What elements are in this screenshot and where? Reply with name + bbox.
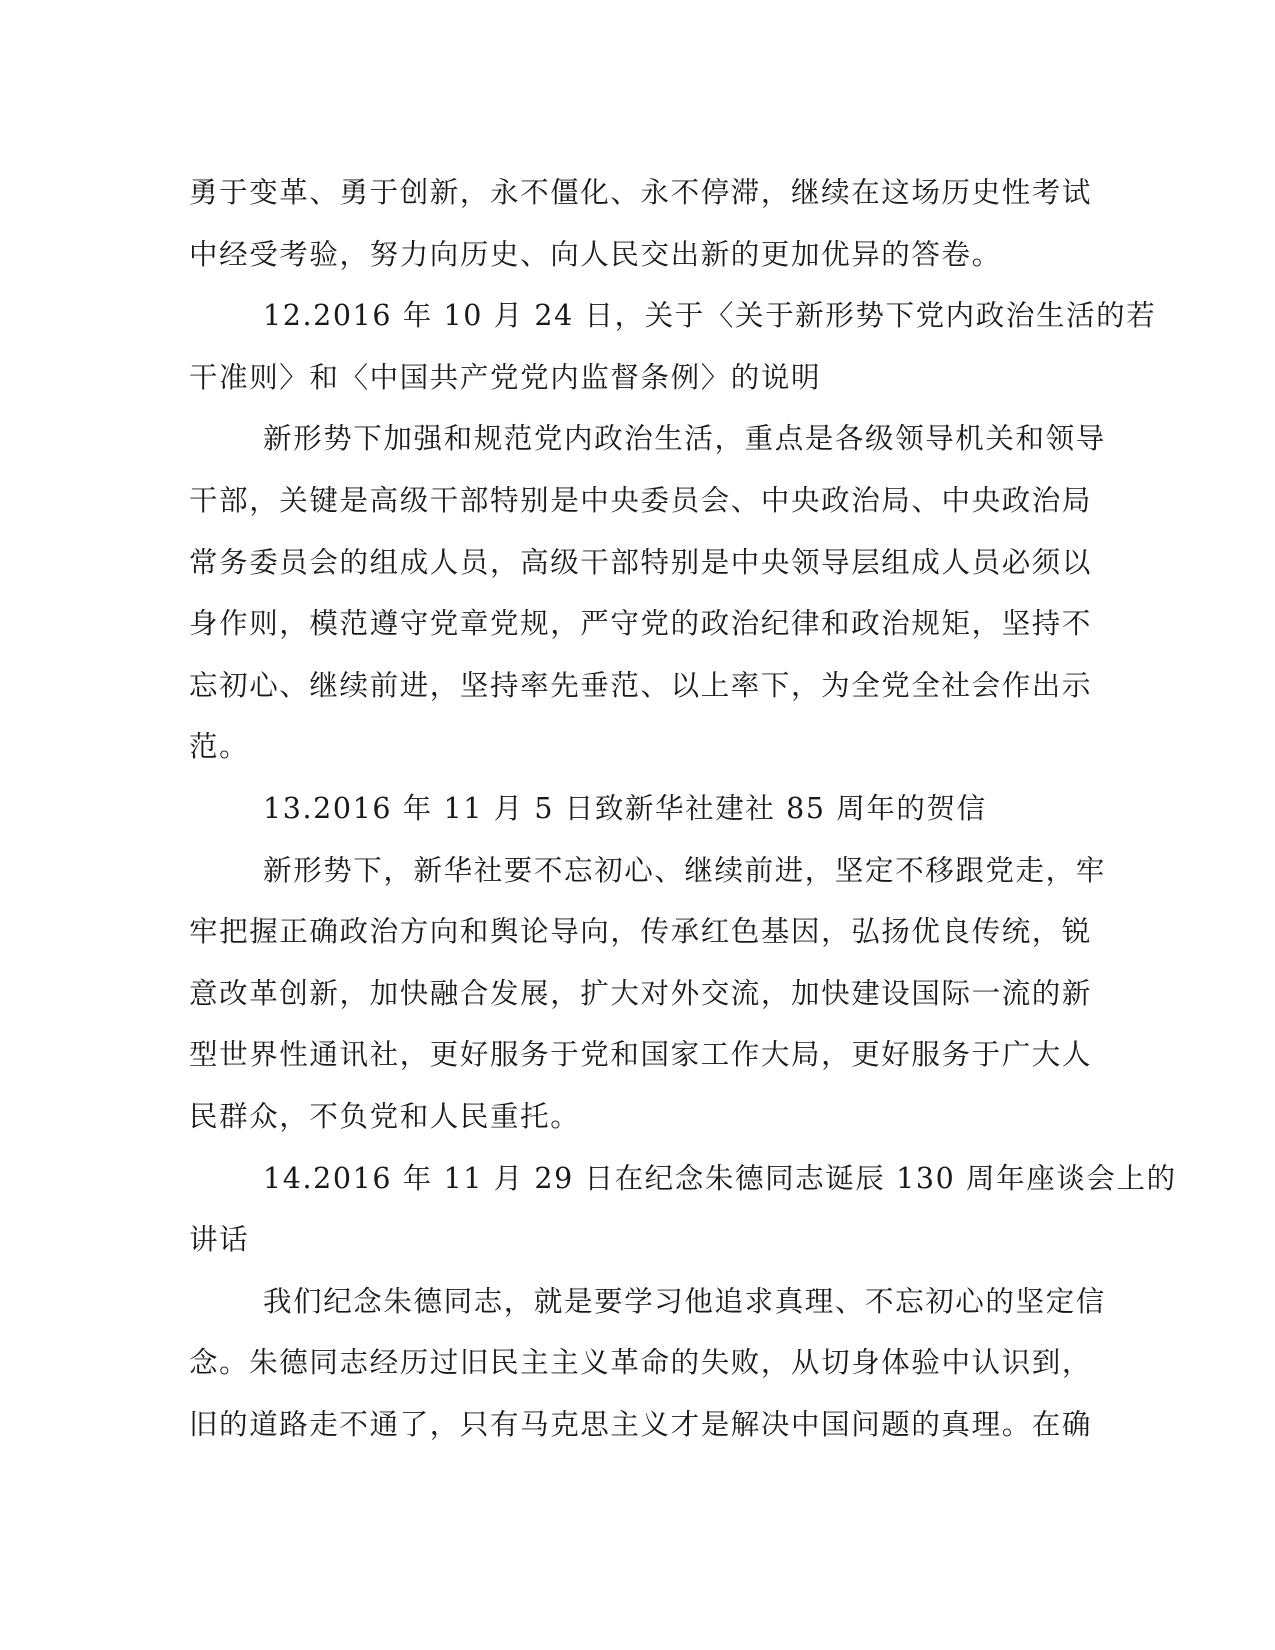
text-line: 牢把握正确政治方向和舆论导向，传承红色基因，弘扬优良传统，锐 [189,915,1093,949]
text-line: 范。 [189,730,250,764]
text-line: 忘初心、继续前进，坚持率先垂范、以上率下，为全党全社会作出示 [189,668,1093,702]
paragraph-start: 我们纪念朱德同志，就是要学习他追求真理、不忘初心的坚定信 [263,1284,1106,1318]
section-heading-12: 12.2016 年 10 月 24 日，关于〈关于新形势下党内政治生活的若 [263,299,1157,333]
paragraph-start: 新形势下，新华社要不忘初心、继续前进，坚定不移跟党走，牢 [263,853,1106,887]
text-line: 常务委员会的组成人员，高级干部特别是中央领导层组成人员必须以 [189,545,1093,579]
text-line: 型世界性通讯社，更好服务于党和国家工作大局，更好服务于广大人 [189,1038,1093,1072]
text-line: 干部，关键是高级干部特别是中央委员会、中央政治局、中央政治局 [189,483,1093,517]
section-heading-14: 14.2016 年 11 月 29 日在纪念朱德同志诞辰 130 周年座谈会上的 [263,1161,1177,1195]
text-line: 旧的道路走不通了，只有马克思主义才是解决中国问题的真理。在确 [189,1407,1093,1441]
text-line: 民群众，不负党和人民重托。 [189,1099,581,1133]
text-line: 身作则，模范遵守党章党规，严守党的政治纪律和政治规矩，坚持不 [189,607,1093,641]
text-line: 念。朱德同志经历过旧民主主义革命的失败，从切身体验中认识到， [189,1346,1093,1380]
text-line: 意改革创新，加快融合发展，扩大对外交流，加快建设国际一流的新 [189,976,1093,1010]
section-heading-12-cont: 干准则〉和〈中国共产党党内监督条例〉的说明 [189,360,822,394]
document-body [189,162,1177,1455]
paragraph-start: 新形势下加强和规范党内政治生活，重点是各级领导机关和领导 [263,422,1106,456]
section-heading-13: 13.2016 年 11 月 5 日致新华社建社 85 周年的贺信 [263,791,987,825]
text-line: 中经受考验，努力向历史、向人民交出新的更加优异的答卷。 [189,237,1002,271]
section-heading-14-cont: 讲话 [189,1223,250,1257]
text-line: 勇于变革、勇于创新，永不僵化、永不停滞，继续在这场历史性考试 [189,176,1093,209]
